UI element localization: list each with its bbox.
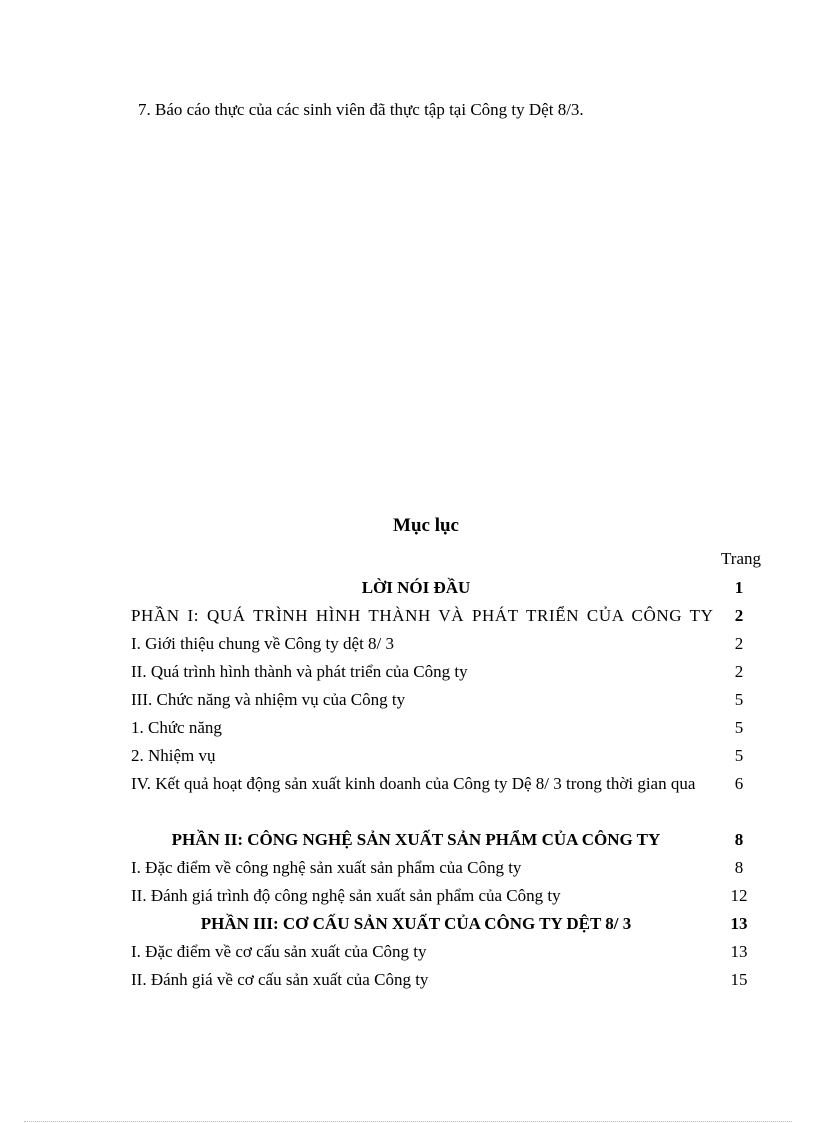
toc-entry-page: 13	[730, 942, 748, 961]
toc-entry-text: I. Giới thiệu chung về Công ty dệt 8/ 3	[131, 634, 395, 653]
toc-entry-phan-2	[131, 826, 771, 854]
toc-entry-page: 5	[734, 746, 744, 765]
toc-entry-page: 2	[734, 634, 744, 653]
toc-entry-text: PHẦN III: CƠ CẤU SẢN XUẤT CỦA CÔNG TY DỆT 8/ 3	[200, 914, 632, 933]
toc-entry	[131, 854, 771, 882]
toc-page-column-header: Trang	[721, 549, 761, 568]
toc-list	[131, 574, 771, 994]
toc-entry-page: 8	[734, 830, 744, 849]
toc-entry-page: 1	[734, 578, 744, 597]
toc-entry-text: I. Đặc điểm về cơ cấu sản xuất của Công ty	[131, 942, 427, 961]
toc-entry-page: 6	[734, 774, 744, 793]
toc-entry-page: 5	[734, 718, 744, 737]
toc-entry-text: II. Đánh giá về cơ cấu sản xuất của Công ty	[131, 970, 429, 989]
toc-entry	[131, 882, 771, 910]
toc-entry-text: PHẦN I: QUÁ TRÌNH HÌNH THÀNH VÀ PHÁT TRIỂN CỦA CÔNG TY	[131, 606, 714, 625]
toc-entry	[131, 630, 771, 658]
toc-entry-text: IV. Kết quả hoạt động sản xuất kinh doanh của Công ty Dệ 8/ 3 trong thời gian qua	[131, 774, 696, 793]
toc-entry-page: 15	[730, 970, 748, 989]
toc-entry-page: 5	[734, 690, 744, 709]
toc-entry	[131, 770, 771, 826]
toc-entry	[131, 714, 771, 742]
toc-entry-text: I. Đặc điểm về công nghệ sản xuất sản phẩm của Công ty	[131, 858, 522, 877]
reference-item-7: 7. Báo cáo thực của các sinh viên đã thực tập tại Công ty Dệt 8/3.	[138, 100, 584, 119]
toc-entry-text: 2. Nhiệm vụ	[131, 746, 216, 765]
toc-entry-text: III. Chức năng và nhiệm vụ của Công ty	[131, 690, 406, 709]
toc-entry-text: II. Đánh giá trình độ công nghệ sản xuất sản phẩm của Công ty	[131, 886, 561, 905]
toc-entry-text: II. Quá trình hình thành và phát triển của Công ty	[131, 662, 468, 681]
toc-title: Mục lục	[393, 515, 459, 536]
toc-entry-loi-noi-dau	[131, 574, 771, 602]
toc-entry-page: 2	[734, 662, 744, 681]
toc-entry-text: 1. Chức năng	[131, 718, 222, 737]
page-bottom-divider	[24, 1121, 792, 1122]
toc-entry	[131, 686, 771, 714]
toc-entry-text: PHẦN II: CÔNG NGHỆ SẢN XUẤT SẢN PHẨM CỦA CÔNG TY	[171, 830, 661, 849]
toc-entry-text: LỜI NÓI ĐẦU	[361, 578, 471, 597]
toc-entry	[131, 742, 771, 770]
toc-entry-page: 12	[730, 886, 748, 905]
toc-entry-page: 2	[734, 606, 744, 625]
toc-entry-page: 13	[730, 914, 748, 933]
toc-entry-page: 8	[734, 858, 744, 877]
toc-entry-phan-3	[131, 910, 771, 938]
toc-entry	[131, 658, 771, 686]
toc-entry	[131, 966, 771, 994]
toc-entry	[131, 938, 771, 966]
toc-entry-phan-1	[131, 602, 771, 630]
